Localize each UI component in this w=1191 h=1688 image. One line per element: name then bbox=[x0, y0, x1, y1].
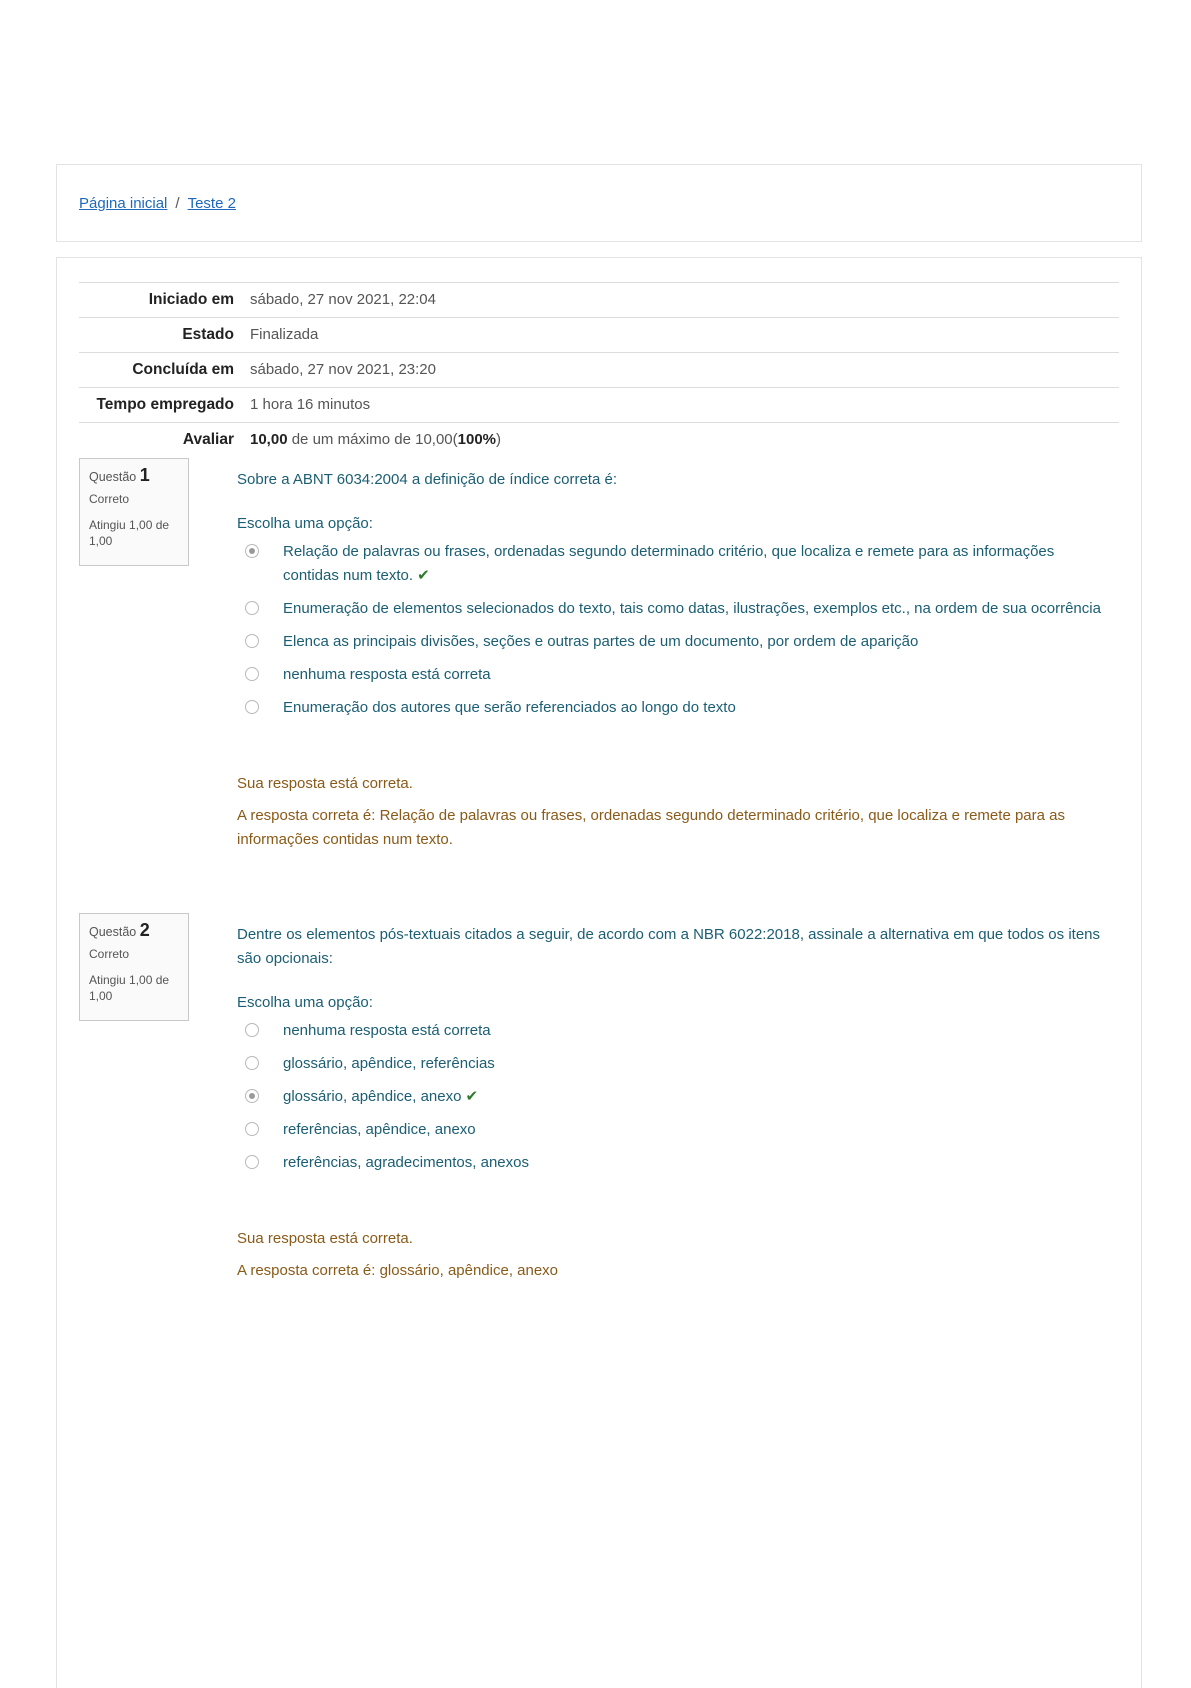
question-state: Correto bbox=[89, 947, 130, 961]
attempt-summary-table bbox=[79, 282, 1119, 457]
check-icon: ✔ bbox=[417, 567, 430, 584]
summary-row-completed bbox=[79, 353, 1119, 388]
answer-option-text: Enumeração de elementos selecionados do texto, tais como datas, ilustrações, exemplos etc., na ordem de sua ocorrência bbox=[283, 600, 1101, 617]
answer-option-text: Relação de palavras ou frases, ordenadas segundo determinado critério, que localiza e remete para as informações contidas num texto. bbox=[283, 543, 1055, 584]
answer-options bbox=[237, 1019, 1107, 1175]
answer-option-text: nenhuma resposta está correta bbox=[283, 666, 491, 683]
answer-option[interactable] bbox=[237, 1052, 1107, 1076]
answer-option[interactable] bbox=[237, 696, 1107, 720]
question-number bbox=[89, 922, 188, 940]
answer-prompt: Escolha uma opção: bbox=[237, 994, 373, 1011]
radio-icon[interactable] bbox=[245, 700, 259, 714]
summary-value: 1 hora 16 minutos bbox=[250, 396, 371, 413]
summary-row-state bbox=[79, 318, 1119, 353]
summary-label: Iniciado em bbox=[148, 291, 234, 308]
grade-text: de um máximo de 10,00( bbox=[291, 431, 458, 448]
radio-checked-icon[interactable] bbox=[245, 1089, 259, 1103]
quiz-review-card bbox=[56, 257, 1142, 1688]
question-grade: Atingiu 1,00 de 1,00 bbox=[89, 973, 170, 1003]
breadcrumb-separator: / bbox=[175, 195, 180, 212]
radio-icon[interactable] bbox=[245, 601, 259, 615]
question-label: Questão bbox=[89, 925, 137, 939]
answer-option[interactable] bbox=[237, 1085, 1107, 1109]
answer-option[interactable] bbox=[237, 540, 1107, 588]
radio-icon[interactable] bbox=[245, 1122, 259, 1136]
answer-option-text: referências, agradecimentos, anexos bbox=[283, 1154, 529, 1171]
question-2-content bbox=[237, 923, 1107, 1291]
answer-option[interactable] bbox=[237, 630, 1107, 654]
summary-label: Tempo empregado bbox=[96, 396, 234, 413]
answer-option-text: glossário, apêndice, referências bbox=[283, 1055, 495, 1072]
radio-icon[interactable] bbox=[245, 1056, 259, 1070]
check-icon: ✔ bbox=[465, 1088, 479, 1105]
grade-value: 10,00 bbox=[250, 431, 288, 448]
summary-label: Concluída em bbox=[132, 361, 234, 378]
breadcrumb-current-link[interactable]: Teste 2 bbox=[187, 195, 236, 212]
summary-value: sábado, 27 nov 2021, 23:20 bbox=[250, 361, 436, 378]
answer-option-text: referências, apêndice, anexo bbox=[283, 1121, 476, 1138]
grade-percent: 100% bbox=[457, 431, 497, 448]
question-1-info bbox=[79, 458, 189, 566]
answer-option[interactable] bbox=[237, 1019, 1107, 1043]
question-grade: Atingiu 1,00 de 1,00 bbox=[89, 518, 170, 548]
answer-option[interactable] bbox=[237, 1151, 1107, 1175]
question-feedback bbox=[237, 1227, 1107, 1283]
correct-answer-text: A resposta correta é: Relação de palavras ou frases, ordenadas segundo determinado critério, que localiza e remete para as informações contidas num texto. bbox=[237, 807, 1065, 848]
radio-icon[interactable] bbox=[245, 667, 259, 681]
summary-value: sábado, 27 nov 2021, 22:04 bbox=[250, 291, 436, 308]
feedback-status: Sua resposta está correta. bbox=[237, 1230, 413, 1247]
breadcrumb bbox=[79, 195, 236, 212]
question-state: Correto bbox=[89, 492, 130, 506]
radio-icon[interactable] bbox=[245, 1023, 259, 1037]
answer-option-text: glossário, apêndice, anexo bbox=[283, 1088, 462, 1105]
correct-answer-text: A resposta correta é: glossário, apêndice, anexo bbox=[237, 1262, 559, 1279]
answer-option[interactable] bbox=[237, 597, 1107, 621]
grade-close: ) bbox=[496, 431, 502, 448]
breadcrumb-card bbox=[56, 164, 1142, 242]
question-1-content bbox=[237, 468, 1107, 860]
question-number bbox=[89, 467, 188, 485]
answer-option-text: nenhuma resposta está correta bbox=[283, 1022, 491, 1039]
summary-value bbox=[244, 423, 1119, 458]
question-number-value: 2 bbox=[139, 920, 150, 940]
question-text: Sobre a ABNT 6034:2004 a definição de índice correta é: bbox=[237, 471, 617, 488]
feedback-status: Sua resposta está correta. bbox=[237, 775, 413, 792]
question-feedback bbox=[237, 772, 1107, 852]
radio-icon[interactable] bbox=[245, 1155, 259, 1169]
answer-option[interactable] bbox=[237, 663, 1107, 687]
radio-checked-icon[interactable] bbox=[245, 544, 259, 558]
radio-icon[interactable] bbox=[245, 634, 259, 648]
answer-prompt: Escolha uma opção: bbox=[237, 515, 373, 532]
summary-label: Avaliar bbox=[182, 431, 234, 448]
answer-options bbox=[237, 540, 1107, 720]
answer-option-text: Enumeração dos autores que serão referenciados ao longo do texto bbox=[283, 699, 736, 716]
question-number-value: 1 bbox=[139, 465, 150, 485]
summary-value: Finalizada bbox=[250, 326, 319, 343]
answer-option[interactable] bbox=[237, 1118, 1107, 1142]
answer-option-text: Elenca as principais divisões, seções e outras partes de um documento, por ordem de aparição bbox=[283, 633, 919, 650]
summary-row-grade bbox=[79, 423, 1119, 458]
summary-row-time-taken bbox=[79, 388, 1119, 423]
breadcrumb-home-link[interactable]: Página inicial bbox=[79, 195, 168, 212]
question-2-info bbox=[79, 913, 189, 1021]
summary-row-started bbox=[79, 283, 1119, 318]
question-text: Dentre os elementos pós-textuais citados a seguir, de acordo com a NBR 6022:2018, assinale a alternativa em que todos os itens são opcionais: bbox=[237, 926, 1100, 967]
summary-label: Estado bbox=[182, 326, 234, 343]
question-label: Questão bbox=[89, 470, 137, 484]
